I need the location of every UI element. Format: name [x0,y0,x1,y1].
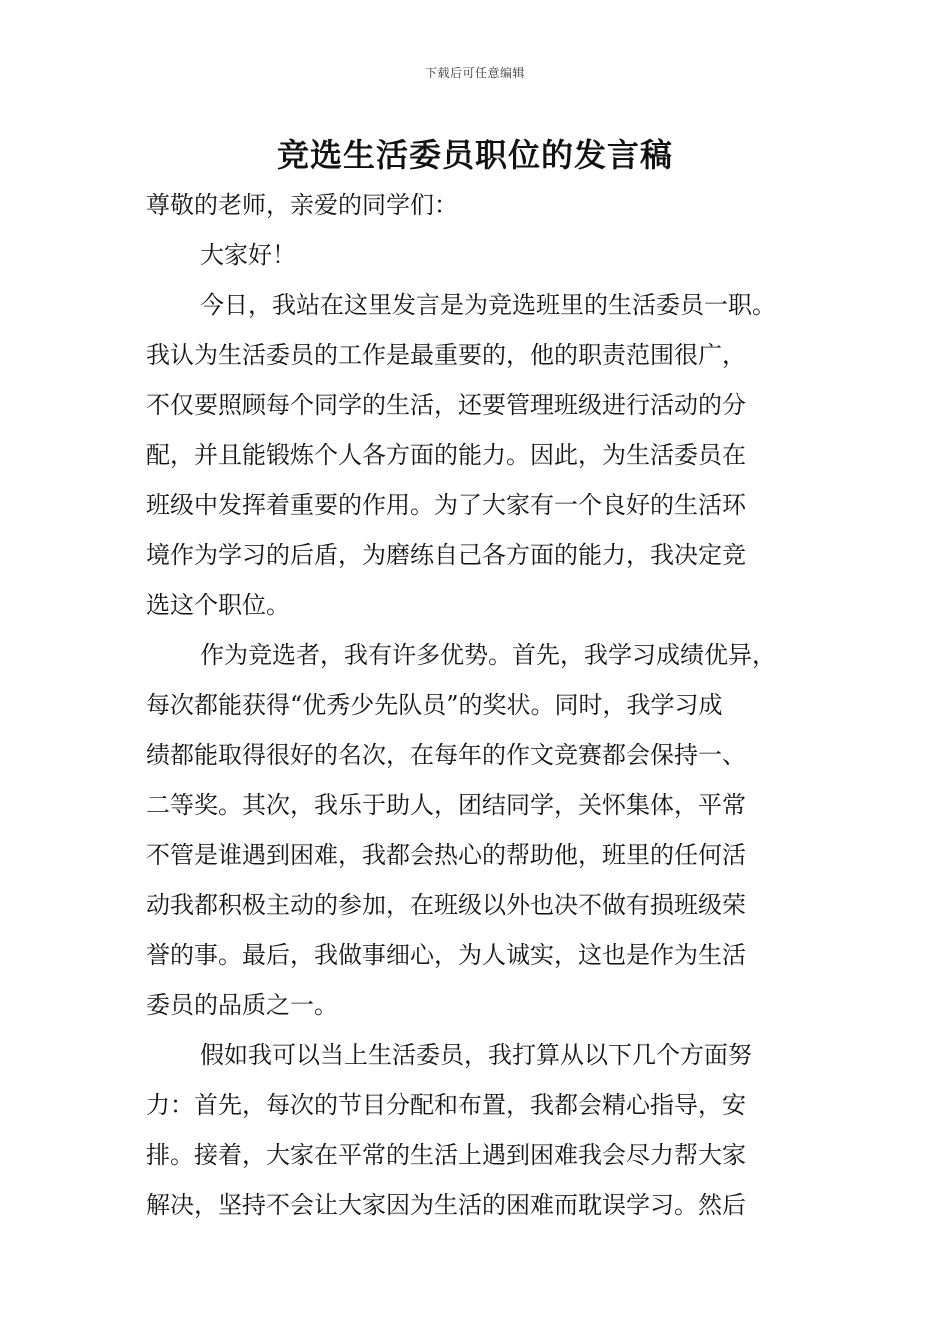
text-line: 选这个职位。 [146,591,290,619]
text-line: 二等奖。其次，我乐于助人，团结同学，关怀集体，平常 [146,791,746,819]
text-line: 誉的事。最后，我做事细心，为人诚实，这也是作为生活 [146,941,746,969]
text-line: 配，并且能锻炼个人各方面的能力。因此，为生活委员在 [146,441,746,469]
text-line: 委员的品质之一。 [146,991,338,1019]
text-line: 今日，我站在这里发言是为竞选班里的生活委员一职。 [200,291,776,319]
text-line: 绩都能取得很好的名次，在每年的作文竞赛都会保持一、 [146,741,746,769]
page-title: 竞选生活委员职位的发言稿 [276,136,673,174]
text-line: 解决，坚持不会让大家因为生活的困难而耽误学习。然后 [146,1191,746,1219]
text-line: 境作为学习的后盾，为磨练自己各方面的能力，我决定竞 [146,541,746,569]
text-line: 力：首先，每次的节目分配和布置，我都会精心指导，安 [146,1091,746,1119]
text-line: 尊敬的老师，亲爱的同学们： [146,191,458,219]
text-line: 我认为生活委员的工作是最重要的，他的职责范围很广， [146,341,746,369]
text-line: 排。接着，大家在平常的生活上遇到困难我会尽力帮大家 [146,1141,746,1169]
text-line: 不管是谁遇到困难，我都会热心的帮助他，班里的任何活 [146,841,746,869]
header-note: 下载后可任意编辑 [424,66,525,80]
text-line: 动我都积极主动的参加，在班级以外也决不做有损班级荣 [146,891,746,919]
text-line: 假如我可以当上生活委员，我打算从以下几个方面努 [200,1041,752,1069]
speech-body [146,180,816,1230]
text-line: 作为竞选者，我有许多优势。首先，我学习成绩优异， [200,641,776,669]
text-line: 不仅要照顾每个同学的生活，还要管理班级进行活动的分 [146,391,746,419]
text-line: 每次都能获得“优秀少先队员”的奖状。同时，我学习成 [146,691,723,719]
text-line: 大家好！ [200,241,296,269]
text-line: 班级中发挥着重要的作用。为了大家有一个良好的生活环 [146,491,746,519]
